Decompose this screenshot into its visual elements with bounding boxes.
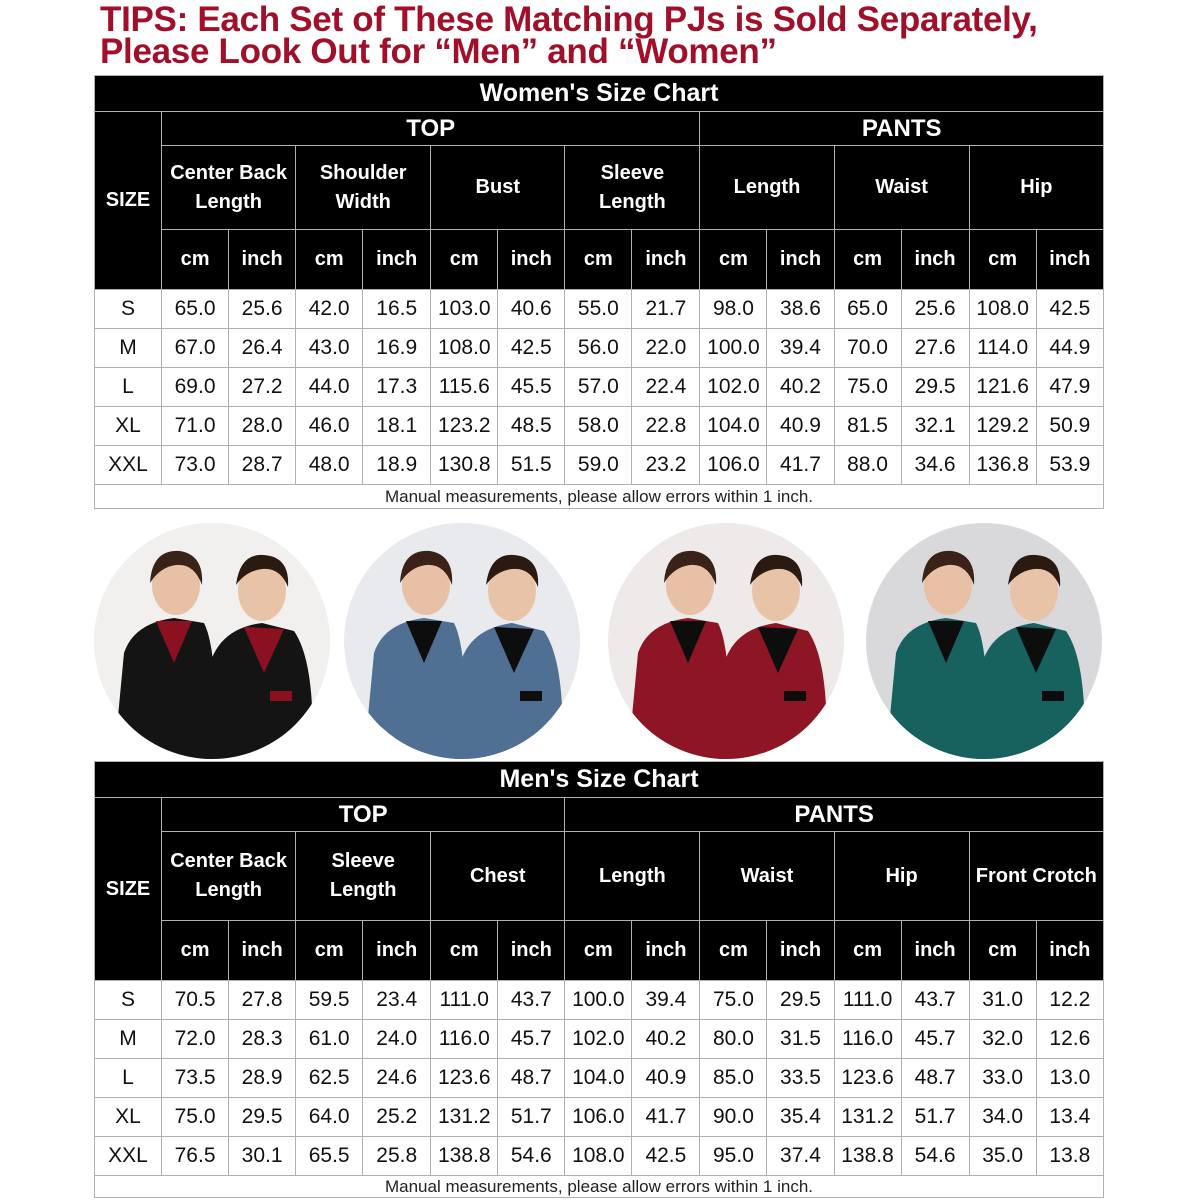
measurement-cell: 34.0	[969, 1098, 1036, 1137]
size-cell: S	[95, 290, 162, 329]
unit-header: cm	[834, 230, 901, 290]
measurement-cell: 62.5	[296, 1059, 363, 1098]
table-row	[95, 290, 1104, 329]
measurement-cell: 65.0	[162, 290, 229, 329]
unit-header: cm	[431, 921, 498, 981]
measurement-cell: 28.3	[229, 1020, 296, 1059]
size-header: SIZE	[95, 112, 162, 290]
unit-header: inch	[498, 230, 565, 290]
measurement-cell: 12.2	[1036, 981, 1103, 1020]
womens-size-chart	[94, 75, 1104, 509]
unit-header: inch	[901, 230, 969, 290]
measurement-cell: 58.0	[565, 407, 632, 446]
column-header: Center Back Length	[162, 146, 296, 230]
unit-header: inch	[901, 921, 969, 981]
measurement-cell: 18.1	[363, 407, 431, 446]
couple-black-pajamas-photo	[94, 523, 330, 759]
column-header: Length	[565, 832, 700, 921]
column-header: Front Crotch	[969, 832, 1103, 921]
measurement-cell: 61.0	[296, 1020, 363, 1059]
measurement-cell: 28.9	[229, 1059, 296, 1098]
measurement-cell: 38.6	[767, 290, 834, 329]
unit-header: inch	[1036, 921, 1103, 981]
measurement-cell: 43.0	[296, 329, 363, 368]
column-header: Hip	[969, 146, 1103, 230]
size-cell: M	[95, 1020, 162, 1059]
measurement-cell: 45.7	[901, 1020, 969, 1059]
measurement-cell: 116.0	[834, 1020, 901, 1059]
measurement-cell: 70.5	[162, 981, 229, 1020]
measurement-cell: 40.9	[767, 407, 834, 446]
measurement-cell: 35.4	[767, 1098, 834, 1137]
pants-section-header: PANTS	[565, 798, 1104, 832]
table-row	[95, 1020, 1104, 1059]
measurement-cell: 75.0	[700, 981, 767, 1020]
measurement-cell: 16.9	[363, 329, 431, 368]
measurement-cell: 25.6	[901, 290, 969, 329]
unit-header: inch	[1036, 230, 1103, 290]
measurement-cell: 42.5	[632, 1137, 700, 1176]
measurement-cell: 95.0	[700, 1137, 767, 1176]
measurement-cell: 108.0	[431, 329, 498, 368]
measurement-cell: 51.7	[901, 1098, 969, 1137]
unit-header: cm	[162, 921, 229, 981]
column-header: Sleeve Length	[565, 146, 700, 230]
measurement-cell: 76.5	[162, 1137, 229, 1176]
table-row	[95, 329, 1104, 368]
measurement-cell: 123.6	[431, 1059, 498, 1098]
measurement-cell: 104.0	[565, 1059, 632, 1098]
tips-line-2: Please Look Out for “Men” and “Women”	[100, 32, 777, 71]
measurement-cell: 73.5	[162, 1059, 229, 1098]
column-header: Waist	[834, 146, 969, 230]
measurement-cell: 40.6	[498, 290, 565, 329]
measurement-cell: 69.0	[162, 368, 229, 407]
measurement-cell: 25.2	[363, 1098, 431, 1137]
measurement-cell: 85.0	[700, 1059, 767, 1098]
measurement-cell: 106.0	[700, 446, 767, 485]
measurement-cell: 31.5	[767, 1020, 834, 1059]
measurement-cell: 29.5	[229, 1098, 296, 1137]
measurement-cell: 138.8	[431, 1137, 498, 1176]
column-header: Hip	[834, 832, 969, 921]
top-section-header: TOP	[162, 798, 565, 832]
measurement-cell: 75.0	[162, 1098, 229, 1137]
measurement-cell: 27.8	[229, 981, 296, 1020]
measurement-note: Manual measurements, please allow errors within 1 inch.	[95, 485, 1104, 509]
measurement-cell: 25.6	[229, 290, 296, 329]
measurement-cell: 45.7	[498, 1020, 565, 1059]
measurement-cell: 28.7	[229, 446, 296, 485]
table-row	[95, 407, 1104, 446]
measurement-cell: 65.0	[834, 290, 901, 329]
measurement-cell: 12.6	[1036, 1020, 1103, 1059]
size-cell: XXL	[95, 446, 162, 485]
measurement-cell: 44.9	[1036, 329, 1103, 368]
measurement-cell: 100.0	[565, 981, 632, 1020]
measurement-cell: 55.0	[565, 290, 632, 329]
measurement-cell: 48.0	[296, 446, 363, 485]
unit-header: inch	[632, 230, 700, 290]
measurement-cell: 88.0	[834, 446, 901, 485]
measurement-cell: 103.0	[431, 290, 498, 329]
size-cell: XL	[95, 1098, 162, 1137]
measurement-cell: 18.9	[363, 446, 431, 485]
measurement-cell: 42.0	[296, 290, 363, 329]
measurement-cell: 41.7	[632, 1098, 700, 1137]
measurement-cell: 106.0	[565, 1098, 632, 1137]
measurement-cell: 51.5	[498, 446, 565, 485]
measurement-cell: 25.8	[363, 1137, 431, 1176]
measurement-cell: 123.2	[431, 407, 498, 446]
measurement-cell: 90.0	[700, 1098, 767, 1137]
measurement-cell: 27.2	[229, 368, 296, 407]
size-cell: XXL	[95, 1137, 162, 1176]
measurement-cell: 57.0	[565, 368, 632, 407]
size-cell: L	[95, 368, 162, 407]
measurement-cell: 22.4	[632, 368, 700, 407]
measurement-cell: 71.0	[162, 407, 229, 446]
measurement-cell: 32.1	[901, 407, 969, 446]
unit-header: cm	[565, 921, 632, 981]
unit-header: cm	[969, 921, 1036, 981]
tips-banner	[100, 0, 1180, 71]
measurement-cell: 43.7	[498, 981, 565, 1020]
unit-header: inch	[229, 921, 296, 981]
mens-size-chart	[94, 761, 1104, 1198]
measurement-cell: 48.7	[498, 1059, 565, 1098]
unit-header: cm	[700, 230, 767, 290]
measurement-cell: 136.8	[969, 446, 1036, 485]
measurement-cell: 121.6	[969, 368, 1036, 407]
measurement-cell: 48.5	[498, 407, 565, 446]
measurement-cell: 131.2	[834, 1098, 901, 1137]
size-cell: L	[95, 1059, 162, 1098]
measurement-cell: 114.0	[969, 329, 1036, 368]
unit-header: inch	[767, 230, 834, 290]
measurement-cell: 37.4	[767, 1137, 834, 1176]
couple-blue-pajamas-photo	[344, 523, 580, 759]
size-cell: XL	[95, 407, 162, 446]
size-cell: S	[95, 981, 162, 1020]
measurement-cell: 65.5	[296, 1137, 363, 1176]
measurement-cell: 115.6	[431, 368, 498, 407]
mens-chart-title: Men's Size Chart	[95, 762, 1104, 798]
measurement-cell: 39.4	[632, 981, 700, 1020]
table-row	[95, 981, 1104, 1020]
measurement-cell: 129.2	[969, 407, 1036, 446]
measurement-cell: 23.4	[363, 981, 431, 1020]
measurement-cell: 50.9	[1036, 407, 1103, 446]
column-header: Chest	[431, 832, 565, 921]
measurement-cell: 51.7	[498, 1098, 565, 1137]
column-header: Shoulder Width	[296, 146, 431, 230]
measurement-cell: 70.0	[834, 329, 901, 368]
measurement-cell: 131.2	[431, 1098, 498, 1137]
table-row	[95, 1098, 1104, 1137]
measurement-cell: 26.4	[229, 329, 296, 368]
unit-header: cm	[969, 230, 1036, 290]
top-section-header: TOP	[162, 112, 700, 146]
measurement-cell: 45.5	[498, 368, 565, 407]
measurement-cell: 111.0	[834, 981, 901, 1020]
measurement-cell: 41.7	[767, 446, 834, 485]
unit-header: inch	[632, 921, 700, 981]
size-cell: M	[95, 329, 162, 368]
measurement-cell: 54.6	[901, 1137, 969, 1176]
measurement-cell: 27.6	[901, 329, 969, 368]
unit-header: cm	[700, 921, 767, 981]
measurement-cell: 34.6	[901, 446, 969, 485]
measurement-cell: 73.0	[162, 446, 229, 485]
measurement-cell: 42.5	[1036, 290, 1103, 329]
unit-header: inch	[363, 921, 431, 981]
measurement-cell: 67.0	[162, 329, 229, 368]
tips-line-1: TIPS: Each Set of These Matching PJs is Sold Separately,	[100, 0, 1038, 39]
unit-header: cm	[834, 921, 901, 981]
column-header: Sleeve Length	[296, 832, 431, 921]
measurement-cell: 16.5	[363, 290, 431, 329]
measurement-cell: 111.0	[431, 981, 498, 1020]
measurement-cell: 30.1	[229, 1137, 296, 1176]
measurement-cell: 23.2	[632, 446, 700, 485]
measurement-cell: 33.5	[767, 1059, 834, 1098]
measurement-cell: 123.6	[834, 1059, 901, 1098]
measurement-cell: 43.7	[901, 981, 969, 1020]
measurement-note: Manual measurements, please allow errors within 1 inch.	[95, 1176, 1104, 1198]
unit-header: inch	[498, 921, 565, 981]
measurement-cell: 13.4	[1036, 1098, 1103, 1137]
measurement-cell: 40.2	[632, 1020, 700, 1059]
measurement-cell: 42.5	[498, 329, 565, 368]
measurement-cell: 35.0	[969, 1137, 1036, 1176]
measurement-cell: 33.0	[969, 1059, 1036, 1098]
measurement-cell: 75.0	[834, 368, 901, 407]
measurement-cell: 72.0	[162, 1020, 229, 1059]
measurement-cell: 29.5	[767, 981, 834, 1020]
column-header: Bust	[431, 146, 565, 230]
table-row	[95, 368, 1104, 407]
couple-green-pajamas-photo	[866, 523, 1102, 759]
measurement-cell: 22.0	[632, 329, 700, 368]
measurement-cell: 108.0	[969, 290, 1036, 329]
measurement-cell: 32.0	[969, 1020, 1036, 1059]
size-header: SIZE	[95, 798, 162, 981]
column-header: Length	[700, 146, 834, 230]
measurement-cell: 108.0	[565, 1137, 632, 1176]
measurement-cell: 24.6	[363, 1059, 431, 1098]
measurement-cell: 28.0	[229, 407, 296, 446]
unit-header: cm	[565, 230, 632, 290]
unit-header: cm	[162, 230, 229, 290]
table-row	[95, 1137, 1104, 1176]
measurement-cell: 17.3	[363, 368, 431, 407]
couple-red-pajamas-photo	[608, 523, 844, 759]
measurement-cell: 98.0	[700, 290, 767, 329]
model-photos-row	[0, 515, 1200, 760]
measurement-cell: 53.9	[1036, 446, 1103, 485]
measurement-cell: 40.2	[767, 368, 834, 407]
measurement-cell: 80.0	[700, 1020, 767, 1059]
unit-header: inch	[229, 230, 296, 290]
measurement-cell: 44.0	[296, 368, 363, 407]
measurement-cell: 48.7	[901, 1059, 969, 1098]
measurement-cell: 59.5	[296, 981, 363, 1020]
measurement-cell: 24.0	[363, 1020, 431, 1059]
column-header: Center Back Length	[162, 832, 296, 921]
measurement-cell: 21.7	[632, 290, 700, 329]
measurement-cell: 46.0	[296, 407, 363, 446]
pants-section-header: PANTS	[700, 112, 1104, 146]
unit-header: cm	[296, 921, 363, 981]
measurement-cell: 116.0	[431, 1020, 498, 1059]
unit-header: cm	[431, 230, 498, 290]
measurement-cell: 13.8	[1036, 1137, 1103, 1176]
measurement-cell: 102.0	[565, 1020, 632, 1059]
measurement-cell: 59.0	[565, 446, 632, 485]
measurement-cell: 81.5	[834, 407, 901, 446]
measurement-cell: 56.0	[565, 329, 632, 368]
measurement-cell: 100.0	[700, 329, 767, 368]
table-row	[95, 446, 1104, 485]
measurement-cell: 47.9	[1036, 368, 1103, 407]
measurement-cell: 54.6	[498, 1137, 565, 1176]
measurement-cell: 138.8	[834, 1137, 901, 1176]
measurement-cell: 31.0	[969, 981, 1036, 1020]
womens-chart-title: Women's Size Chart	[95, 76, 1104, 112]
measurement-cell: 29.5	[901, 368, 969, 407]
measurement-cell: 130.8	[431, 446, 498, 485]
measurement-cell: 102.0	[700, 368, 767, 407]
unit-header: cm	[296, 230, 363, 290]
column-header: Waist	[700, 832, 834, 921]
unit-header: inch	[767, 921, 834, 981]
measurement-cell: 22.8	[632, 407, 700, 446]
measurement-cell: 104.0	[700, 407, 767, 446]
table-row	[95, 1059, 1104, 1098]
measurement-cell: 13.0	[1036, 1059, 1103, 1098]
measurement-cell: 39.4	[767, 329, 834, 368]
unit-header: inch	[363, 230, 431, 290]
measurement-cell: 64.0	[296, 1098, 363, 1137]
measurement-cell: 40.9	[632, 1059, 700, 1098]
